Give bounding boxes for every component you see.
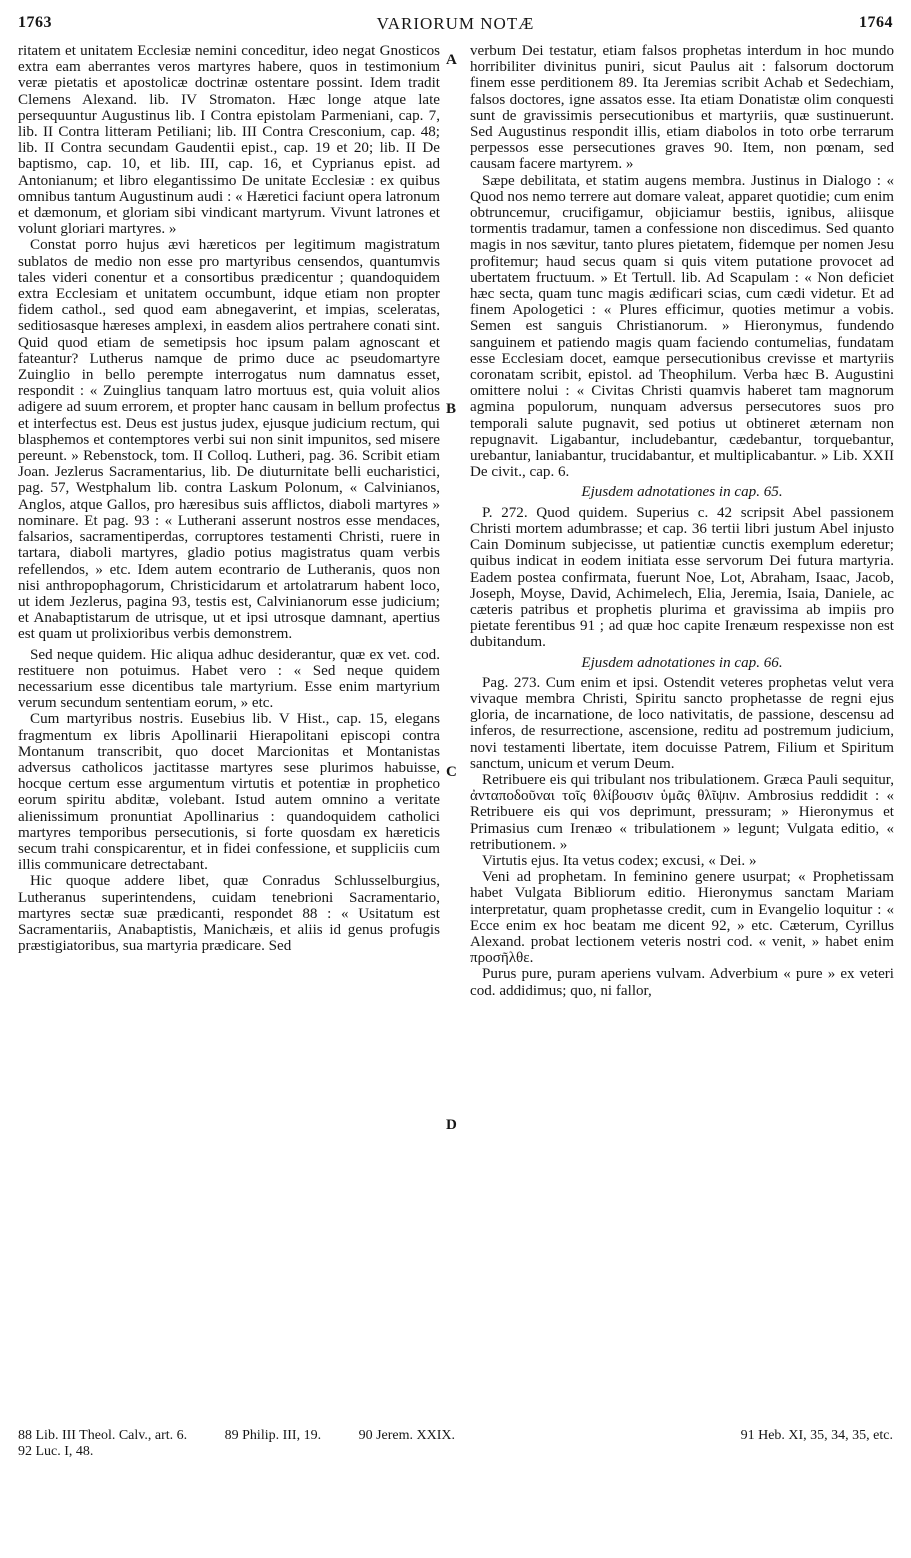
margin-letter-b: B [446,401,457,417]
section-heading: Ejusdem adnotationes in cap. 66. [581,654,783,671]
paragraph: Purus pure, puram aperiens vulvam. Adverbium « pure » ex veteri cod. addidimus; quo, ni fallor, [470,966,894,999]
paragraph: Constat porro hujus ævi hæreticos per legitimum magistratum sublatos de medio non esse pro martyribus censendos, quantumvis tales videri conentur et a consortibus prædicentur ; quandoquidem extra Ecclesiam et unitatem occumbunt, idque etiam non propter fidem cathol., sed quod eam abnegaverint, et impias, sceleratas, seditiosasque hæreses amplexi, in easdem alios pertrahere conati sint. Quid quod etiam de semetipsis hoc ipsum palam agnoscant et fateantur? Lutherus namque de primo duce ac pseudomartyre Zuinglio in bello perempte interrogatus num damnatus esset, respondit : « Zuinglius tanquam latro mortuus est, quia voluit alios adigere ad suum errorem, et propter hanc causam in bellum profectus et interfectus est. Deus est justus judex, ejusque judicium rectum, qui blasphemos et contemptores verbi sui non sinit impunitos, sed misere pereunt. » Rebenstock, tom. II Colloq. Lutheri, pag. 36. Scribit etiam Joan. Jezlerus Sacramentarius, lib. De diuturnitate belli eucharistici, pag. 57, Westphalum lib. contra Laskum Polonum, « Calvinianos, Anglos, atque Gallos, pro hæresibus suis afflictos, diaboli martyres » nominare. Et pag. 93 : « Lutherani asserunt nostros esse mendaces, falsarios, sacramentiperdas, corruptores testamenti Christi, ruere in tartara, diaboli martyres, gladio potius magistratus quam verbis refellendos, » etc. Idem autem econtrario de Lutheranis, quos non nisi anthropophagorum, Christicidarum et artolatrarum habent loco, ut idem Jezlerus, pagina 93, testis est, Calvinianorum esse judicium; et Anabaptistarum de utrisque, ut et ipsi utrosque damnant, apertius est quam ut prolixioribus verbis demonstrem. [18,237,440,643]
section-heading: Ejusdem adnotationes in cap. 65. [581,484,783,501]
left-column [18,43,440,954]
margin-letter-c: C [446,764,457,780]
margin-letter-a: A [446,52,457,68]
page-number-right: 1764 [859,14,893,31]
paragraph: Sed neque quidem. Hic aliqua adhuc desiderantur, quæ ex vet. cod. restituere non potuimus. Habet vero : « Sed neque quidem necessarium esse dicentibus tale martyrium. Esse enim martyrium verum secundum sententiam eorum, » etc. [18,646,440,712]
footnote-90: 90 Jerem. XXIX. [358,1428,456,1443]
paragraph: Pag. 273. Cum enim et ipsi. Ostendit veteres prophetas velut vera vivaque membra Christi, Spiritu sancto prophetasse de regni ejus gloria, de incarnatione, de loco nativitatis, de passione, descensu ad inferos, de resurrectione, ascensione, reditu ad postremum judicium, novi testamenti libertate, item docuisse Patrem, Filium et Spiritum sanctum, unicum et verum Deum. [470,674,894,772]
footnote-91: 91 Heb. XI, 35, 34, 35, etc. [740,1428,893,1443]
running-header [18,14,893,38]
paragraph: Retribuere eis qui tribulant nos tribulationem. Græca Pauli sequitur, ἀνταποδοῦναι τοῖς θλίβουσιν ὑμᾶς θλῖψιν. Ambrosius reddidit : « Retribuere eis qui vos deprimunt, pressuram; » Hieronymus et Primasius cum Irenæo « tribulationem » legunt; Vulgata editio, « retributionem. » [470,771,894,853]
paragraph: Hic quoque addere libet, quæ Conradus Schlusselburgius, Lutheranus superintendens, cuidam tenebrioni Sacramentario, martyres sectæ suæ prædicanti, respondet 88 : « Usitatum est Sacramentariis, Anabaptistis, Manichæis, et aliis id genus profugis præstigiatoribus, sua martyria prædicare. Sed [18,873,440,955]
margin-letter-d: D [446,1117,457,1133]
footnote-92: 92 Luc. I, 48. [18,1444,94,1459]
page-number-left: 1763 [18,14,52,31]
running-title: VARIORUM NOTÆ [376,14,535,33]
footnote-line [18,1444,893,1460]
paragraph: Veni ad prophetam. In feminino genere usurpat; « Prophetissam habet Vulgata Bibliorum editio. Hieronymus sanctam Mariam interpretatur, quam prophetasse credit, cum in Evangelio loquitur : « Ecce enim ex hoc beatam me dicent 92, » etc. Cæterum, Cyrillus Alexand. probat lectionem veteris nostri cod. « venit, » habet enim προσῆλθε. [470,869,894,967]
paragraph: ritatem et unitatem Ecclesiæ nemini conceditur, ideo negat Gnosticos extra eam aberrantes veros martyres habere, quos in testimonium veræ pietatis et apostolicæ doctrinæ ostentare possint. Idem tradit Clemens Alexand. lib. IV Stromaton. Hæc longe atque late persequuntur Augustinus lib. I Contra epistolam Parmeniani, cap. 7, lib. II Contra litteram Petiliani; lib. III Contra Cresconium, cap. 48; lib. II Contra secundam Gaudentii epist., cap. 19 et 20; lib. II De baptismo, cap. 10, et lib. III, cap. 16, et Cyprianus epist. ad Antonianum; et libro elegantissimo De unitate Ecclesiæ : ex quibus omnibus tantum Augustinum audi : « Hæretici faciunt opera latronum et dæmonum, et gloriam sibi vindicant martyrum. Vivunt latrones et volunt gloriari martyres. » [18,43,440,238]
paragraph: P. 272. Quod quidem. Superius c. 42 scripsit Abel passionem Christi mortem adumbrasse; et cap. 36 tertii libri justum Abel injusto Cain Dominum subjecisse, ut patientiæ cunctis exemplum ederetur; quibus indicat in eodem initiata esse servorum Dei futura martyria. Eadem postea confirmata, fuerunt Noe, Lot, Abraham, Isaac, Jacob, Joseph, Moyse, David, Achimelech, Elia, Jeremia, Isaia, Daniele, ac cæteris patribus et prophetis plurima et gravissima ab impiis pro pietate ferentibus 91 ; ad quæ hoc capite Irenæum respexisse non est dubitandum. [470,504,894,651]
paragraph: Sæpe debilitata, et statim augens membra. Justinus in Dialogo : « Quod nos nemo terrere aut domare valeat, apparet quotidie; cum enim obtruncemur, crucifigamur, objiciamur bestiis, ignibus, aliisque tormentis tradamur, tamen a confessione non discedimus. Sed quanto magis in nos sævitur, tanto plures pietatem, fidemque per nomen Jesu profitemur; haud secus quam si quis vitem putatione provocet ad ubertatem fructuum. » Et Tertull. lib. Ad Scapulam : « Non deficiet hæc secta, quam tunc magis ædificari scias, cum cædi videtur. Et ad finem Apologetici : « Plures efficimur, quoties metimur a vobis. Semen est sanguis Christianorum. » Hieronymus, fundendo sanguinem et patiendo magis quam faciendo contumelias, fundatam esse Ecclesiam docet, eamque persecutionibus crevisse et martyriis coronatam scribit, epistol. ad Theophilum. Verba hæc B. Augustini omittere nolui : « Civitas Christi quamvis haberet tam magnorum agmina populorum, nunquam adversus persecutores suos pro temporali salute pugnavit, sed potius ut obtineret æternam non repugnavit. Ligabantur, includebantur, cædebantur, torquebantur, urebantur, laniabantur, trucidabantur, et multiplicabantur. » Lib. XXII De civit., cap. 6. [470,172,894,481]
footnote-line [18,1428,893,1444]
right-column [470,43,894,999]
paragraph: Virtutis ejus. Ita vetus codex; excusi, « Dei. » [482,852,757,869]
footnote-88: 88 Lib. III Theol. Calv., art. 6. [18,1428,188,1443]
paragraph: Cum martyribus nostris. Eusebius lib. V Hist., cap. 15, elegans fragmentum ex libris Apollinarii Hierapolitani episcopi contra Montanum transcribit, quo docet Marcionitas et Montanistas adversus catholicos jactitasse martyres sese plurimos habuisse, hocque certum esse argumentum virtutis et potentiæ in prophetico eorum spiritu abditæ, volebant. Istud autem omnino a veritate alienissimum pronuntiat Apollinarius : quandoquidem catholici martyres temporibus persecutionis, si forte quosdam ex hæreticis secum trahi conspicarentur, et in fidei confessione, et suppliciis cum illis communicare detrectabant. [18,711,440,874]
paragraph: verbum Dei testatur, etiam falsos prophetas interdum in hoc mundo horribiliter divinitus puniri, sicut Paulus ait : falsorum doctorum finem esse perditionem 89. Ita Jeremias scribit Achab et Sedechiam, falsos doctores, igne assatos esse. Ita etiam Donatistæ olim conquesti sunt de gravissimis persecutionibus et martyriis, quæ sustinuerunt. Sed Augustinus respondit illis, etiam diabolos in toto orbe terrarum perpessos esse persecutiones graves 90. Item, non pœnam, sed causam facere martyrem. » [470,43,894,173]
footnotes [18,1428,893,1460]
footnote-89: 89 Philip. III, 19. [224,1428,322,1443]
